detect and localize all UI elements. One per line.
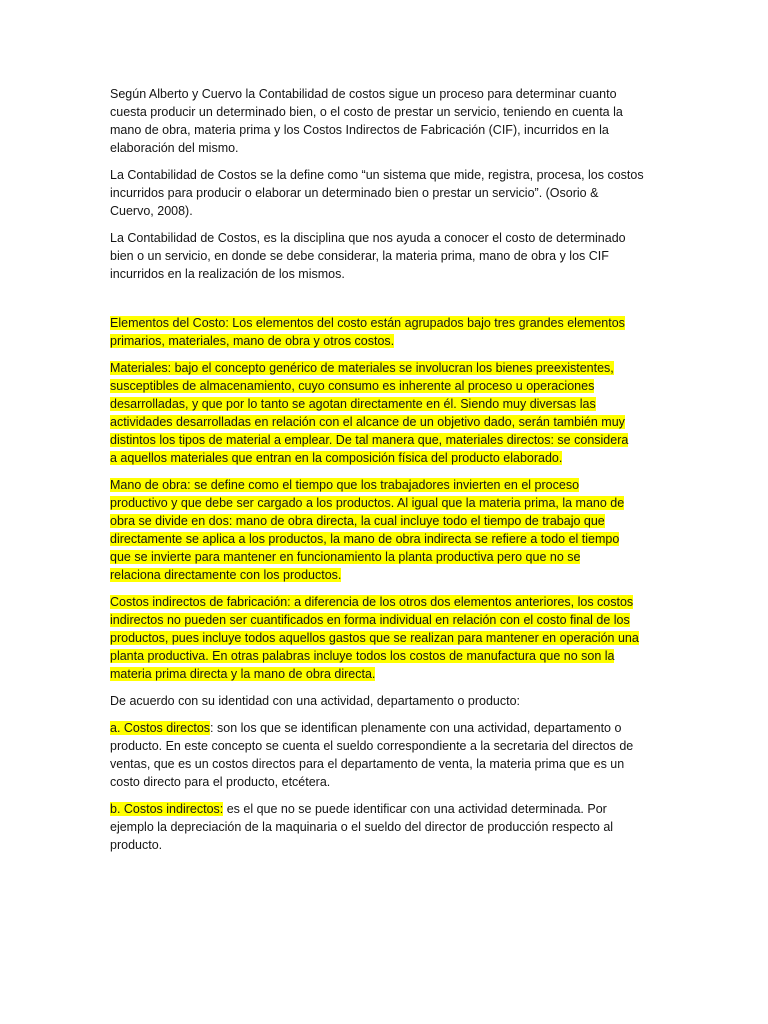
- highlighted-text: productos, pues incluye todos aquellos gastos que se realizan para mantener en operación una: [110, 631, 639, 645]
- highlighted-text: distintos los tipos de material a emplear. De tal manera que, materiales directos: se considera: [110, 433, 629, 447]
- highlighted-text: a aquellos materiales que entran en la composición física del producto elaborado.: [110, 451, 563, 465]
- text-line: incurridos para producir o elaborar un determinado bien o prestar un servicio”. (Osorio &: [110, 186, 599, 200]
- costos-directos-text: : son los que se identifican plenamente con una actividad, departamento o: [210, 721, 622, 735]
- text-line: La Contabilidad de Costos se la define como “un sistema que mide, registra, procesa, los costos: [110, 168, 644, 182]
- text-line: [110, 431, 658, 449]
- text-line: [110, 800, 658, 818]
- cost-elements-section: [110, 314, 658, 683]
- highlighted-text: Materiales: bajo el concepto genérico de materiales se involucran los bienes preexistentes,: [110, 361, 614, 375]
- text-line: [110, 332, 658, 350]
- highlighted-text: productivo y que debe ser cargado a los productos. Al igual que la materia prima, la mano de: [110, 496, 625, 510]
- paragraph-definition: [110, 166, 658, 220]
- text-line: elaboración del mismo.: [110, 141, 239, 155]
- paragraph-elementos-del-costo: [110, 314, 658, 350]
- highlighted-text: planta productiva. En otras palabras incluye todos los costos de manufactura que no son la: [110, 649, 615, 663]
- text-line: bien o un servicio, en donde se debe considerar, la materia prima, mano de obra y los CIF: [110, 249, 609, 263]
- paragraph-costos-directos: [110, 719, 658, 791]
- text-line: [110, 512, 658, 530]
- text-line: [110, 413, 658, 431]
- text-line: [110, 377, 658, 395]
- paragraph-discipline: [110, 229, 658, 283]
- text-line: [110, 665, 658, 683]
- text-line: [110, 719, 658, 737]
- paragraph-costos-indirectos-fabricacion: [110, 593, 658, 683]
- highlighted-text: que se invierte para mantener en funcionamiento la planta productiva pero que no se: [110, 550, 581, 564]
- text-line: De acuerdo con su identidad con una actividad, departamento o producto:: [110, 694, 520, 708]
- text-line: ventas, que es un costos directos para el departamento de venta, la materia prima que es un: [110, 757, 625, 771]
- document-content: [110, 85, 658, 863]
- text-line: [110, 530, 658, 548]
- text-line: ejemplo la depreciación de la maquinaria o el sueldo del director de producción respecto al: [110, 820, 614, 834]
- highlighted-text: actividades desarrolladas en relación con el alcance de un objetivo dado, serán también muy: [110, 415, 625, 429]
- costos-directos-label: a. Costos directos: [110, 721, 211, 735]
- paragraph-intro: [110, 85, 658, 157]
- paragraph-materiales: [110, 359, 658, 467]
- text-line: [110, 359, 658, 377]
- text-line: Según Alberto y Cuervo la Contabilidad de costos sigue un proceso para determinar cuanto: [110, 87, 617, 101]
- text-line: cuesta producir un determinado bien, o el costo de prestar un servicio, teniendo en cuenta la: [110, 105, 623, 119]
- text-line: [110, 566, 658, 584]
- text-line: [110, 314, 658, 332]
- text-line: producto.: [110, 838, 163, 852]
- highlighted-text: indirectos no pueden ser cuantificados en forma individual en relación con el costo final de los: [110, 613, 630, 627]
- text-line: [110, 593, 658, 611]
- highlighted-text: Elementos del Costo: Los elementos del costo están agrupados bajo tres grandes elementos: [110, 316, 625, 330]
- text-line: producto. En este concepto se cuenta el sueldo correspondiente a la secretaria del directos de: [110, 739, 634, 753]
- text-line: [110, 629, 658, 647]
- text-line: [110, 548, 658, 566]
- costos-indirectos-text: es el que no se puede identificar con una actividad determinada. Por: [223, 802, 607, 816]
- section-gap: [110, 292, 658, 314]
- text-line: [110, 449, 658, 467]
- paragraph-identity-intro: [110, 692, 658, 710]
- text-line: [110, 611, 658, 629]
- text-line: [110, 647, 658, 665]
- highlighted-text: materia prima directa y la mano de obra directa.: [110, 667, 376, 681]
- highlighted-text: Costos indirectos de fabricación: a diferencia de los otros dos elementos anteriores, los costos: [110, 595, 634, 609]
- highlighted-text: primarios, materiales, mano de obra y otros costos.: [110, 334, 395, 348]
- text-line: mano de obra, materia prima y los Costos Indirectos de Fabricación (CIF), incurridos en la: [110, 123, 609, 137]
- text-line: [110, 395, 658, 413]
- highlighted-text: relaciona directamente con los productos.: [110, 568, 342, 582]
- intro-section: [110, 85, 658, 283]
- paragraph-mano-de-obra: [110, 476, 658, 584]
- paragraph-costos-indirectos: [110, 800, 658, 854]
- costos-indirectos-label: b. Costos indirectos:: [110, 802, 224, 816]
- highlighted-text: directamente se aplica a los productos, la mano de obra indirecta se refiere a todo el tiempo: [110, 532, 620, 546]
- text-line: costo directo para el producto, etcétera.: [110, 775, 331, 789]
- text-line: [110, 494, 658, 512]
- text-line: La Contabilidad de Costos, es la disciplina que nos ayuda a conocer el costo de determinado: [110, 231, 626, 245]
- text-line: [110, 476, 658, 494]
- text-line: Cuervo, 2008).: [110, 204, 193, 218]
- highlighted-text: obra se divide en dos: mano de obra directa, la cual incluye todo el tiempo de trabajo que: [110, 514, 605, 528]
- highlighted-text: Mano de obra: se define como el tiempo que los trabajadores invierten en el proceso: [110, 478, 580, 492]
- highlighted-text: desarrolladas, y que por lo tanto se agotan directamente en él. Siendo muy diversas las: [110, 397, 596, 411]
- text-line: incurridos en la realización de los mismos.: [110, 267, 345, 281]
- highlighted-text: susceptibles de almacenamiento, cuyo consumo es inherente al proceso u operaciones: [110, 379, 595, 393]
